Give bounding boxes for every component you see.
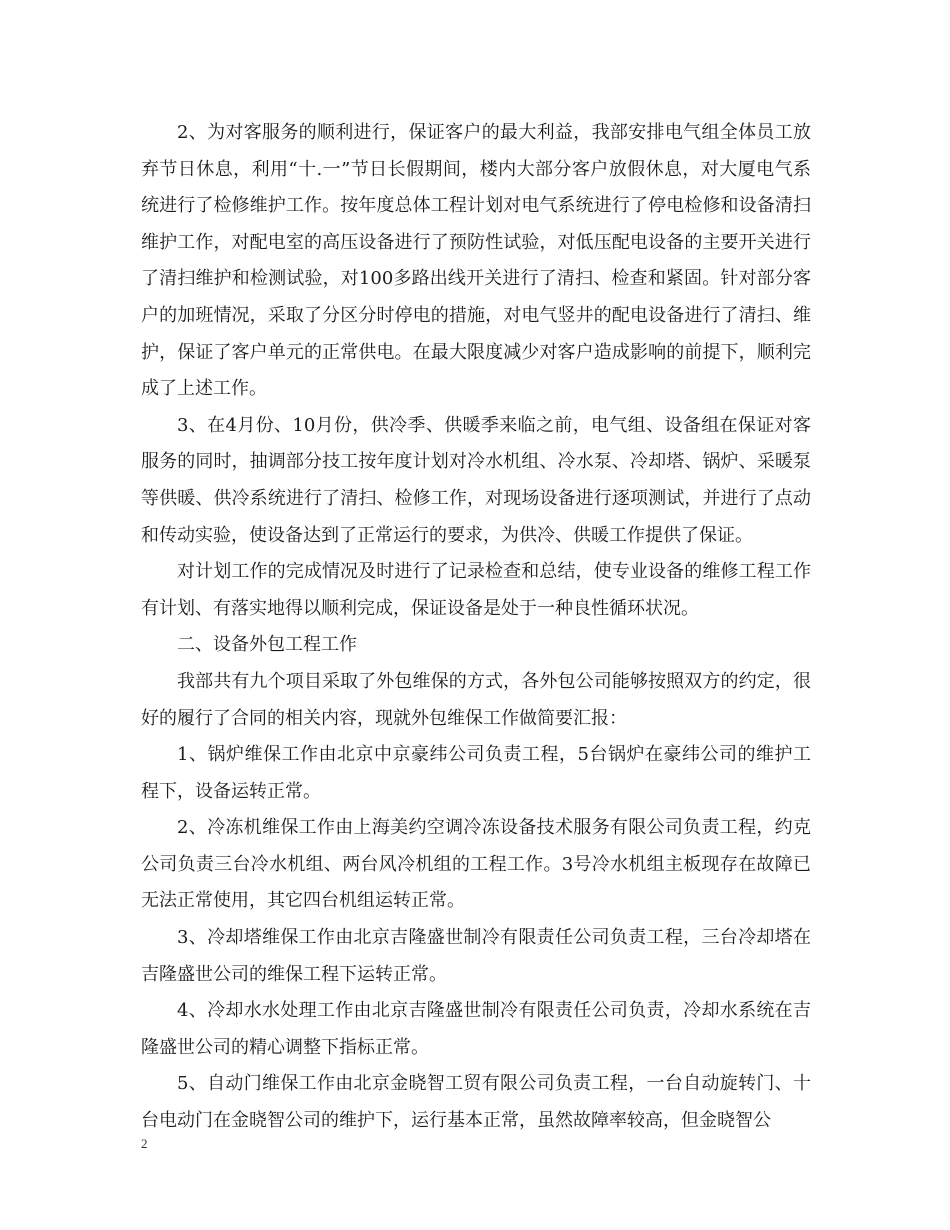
paragraph-water-treatment: 4、冷却水水处理工作由北京吉隆盛世制冷有限责任公司负责，冷却水系统在吉隆盛世公司的精心调整下指标正常。 [141,1000,811,1058]
paragraph-plan-summary: 对计划工作的完成情况及时进行了记录检查和总结，使专业设备的维修工程工作有计划、有落实地得以顺利完成，保证设备是处于一种良性循环状况。 [141,561,811,619]
paragraph-cooling-tower-maintenance: 3、冷却塔维保工作由北京吉隆盛世制冷有限责任公司负责工程，三台冷却塔在吉隆盛世公司的维保工程下运转正常。 [141,927,811,985]
paragraph-chiller-maintenance: 2、冷冻机维保工作由上海美约空调冷冻设备技术服务有限公司负责工程，约克公司负责三台冷水机组、两台风冷机组的工程工作。3号冷水机组主板现存在故障已无法正常使用，其它四台机组运转正常。 [141,817,811,912]
paragraph-automatic-door-maintenance: 5、自动门维保工作由北京金晓智工贸有限公司负责工程，一台自动旋转门、十台电动门在金晓智公司的维护下，运行基本正常，虽然故障率较高，但金晓智公 [141,1073,811,1132]
paragraph-outsourcing-intro: 我部共有九个项目采取了外包维保的方式，各外包公司能够按照双方的约定，很好的履行了合同的相关内容，现就外包维保工作做简要汇报： [141,670,811,729]
paragraph-seasonal-maintenance: 3、在4月份、10月份，供冷季、供暖季来临之前，电气组、设备组在保证对客服务的同时，抽调部分技工按年度计划对冷水机组、冷水泵、冷却塔、锅炉、采暖泵等供暖、供冷系统进行了清扫、检修工作，对现场设备进行逐项测试，并进行了点动和传动实验，使设备达到了正常运行的要求，为供冷、供暖工作提供了保证。 [141,414,811,546]
paragraph-boiler-maintenance: 1、锅炉维保工作由北京中京豪纬公司负责工程，5台锅炉在豪纬公司的维护工程下，设备运转正常。 [141,744,811,802]
document-body [141,115,811,1140]
section-heading-outsourced-work: 二、设备外包工程工作 [177,634,357,656]
paragraph-electrical-maintenance: 2、为对客服务的顺利进行，保证客户的最大利益，我部安排电气组全体员工放弃节日休息，利用“十.一”节日长假期间，楼内大部分客户放假休息，对大厦电气系统进行了检修维护工作。按年度总体工程计划对电气系统进行了停电检修和设备清扫维护工作，对配电室的高压设备进行了预防性试验，对低压配电设备的主要开关进行了清扫维护和检测试验，对100多路出线开关进行了清扫、检查和紧固。针对部分客户的加班情况，采取了分区分时停电的措施，对电气竖井的配电设备进行了清扫、维护，保证了客户单元的正常供电。在最大限度减少对客户造成影响的前提下，顺利完成了上述工作。 [141,122,811,400]
page-number: 2 [141,1136,148,1151]
